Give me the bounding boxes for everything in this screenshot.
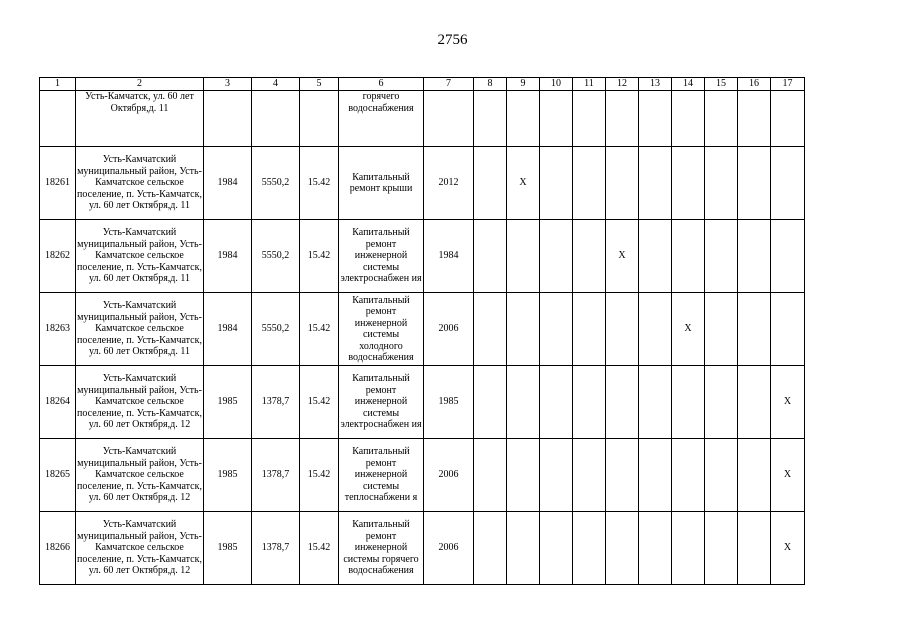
cell-mark-col-11 [573, 147, 606, 220]
column-header: 2 [76, 78, 204, 91]
cell-mark-col-15 [705, 147, 738, 220]
cell-mark-col-14 [672, 147, 705, 220]
cell-address: Усть-Камчатский муниципальный район, Усть-Камчатское сельское поселение, п. Усть-Камчатск, ул. 60 лет Октября,д. 12 [76, 366, 204, 439]
cell-mark-col-13 [639, 366, 672, 439]
cell-mark-col-15 [705, 293, 738, 366]
cell-address: Усть-Камчатский муниципальный район, Усть-Камчатское сельское поселение, п. Усть-Камчатск, ул. 60 лет Октября,д. 11 [76, 293, 204, 366]
cell-mark-col-13 [639, 147, 672, 220]
cell-code: 15.42 [300, 147, 339, 220]
cell-mark-col-17: X [771, 366, 805, 439]
cell-mark-col-16 [738, 512, 771, 585]
table-row [40, 366, 805, 439]
column-header: 12 [606, 78, 639, 91]
cell-plan-year: 2006 [424, 439, 474, 512]
cell-mark-col-13 [639, 439, 672, 512]
cell-area: 1378,7 [252, 439, 300, 512]
cell-mark-col-13 [639, 512, 672, 585]
cell-mark-col-11 [573, 366, 606, 439]
column-header: 11 [573, 78, 606, 91]
cell-year: 1984 [204, 147, 252, 220]
repair-schedule-table [39, 77, 805, 585]
cell-plan-year: 2006 [424, 293, 474, 366]
cell-area: 5550,2 [252, 293, 300, 366]
cell-mark-col-15 [705, 439, 738, 512]
cell-mark-col-9: X [507, 147, 540, 220]
cell-address: Усть-Камчатский муниципальный район, Усть-Камчатское сельское поселение, п. Усть-Камчатск, ул. 60 лет Октября,д. 11 [76, 147, 204, 220]
cell-code: 15.42 [300, 220, 339, 293]
cell-area: 1378,7 [252, 512, 300, 585]
cell-mark-col-15 [705, 512, 738, 585]
table-row [40, 293, 805, 366]
cell-mark-col-11 [573, 293, 606, 366]
column-header: 7 [424, 78, 474, 91]
cell-plan-year: 2012 [424, 147, 474, 220]
cell-year [204, 91, 252, 147]
cell-mark-col-17 [771, 293, 805, 366]
continuation-row [40, 91, 805, 147]
cell-mark-col-15 [705, 366, 738, 439]
cell-work: Капитальный ремонт инженерной системы электроснабжен ия [339, 366, 424, 439]
cell-mark-col-14: X [672, 293, 705, 366]
cell-mark-col-10 [540, 147, 573, 220]
cell-mark-col-8 [474, 512, 507, 585]
cell-plan-year: 2006 [424, 512, 474, 585]
table-row [40, 147, 805, 220]
cell-mark-col-14 [672, 439, 705, 512]
cell-mark-col-13 [639, 293, 672, 366]
column-header: 1 [40, 78, 76, 91]
column-header: 3 [204, 78, 252, 91]
cell-work: Капитальный ремонт инженерной системы электроснабжен ия [339, 220, 424, 293]
cell-work: горячего водоснабжения [339, 91, 424, 147]
column-header: 5 [300, 78, 339, 91]
cell-mark-col-14 [672, 366, 705, 439]
cell-plan-year: 1984 [424, 220, 474, 293]
cell-id [40, 91, 76, 147]
cell-work: Капитальный ремонт крыши [339, 147, 424, 220]
cell-mark-col-16 [738, 366, 771, 439]
column-header: 15 [705, 78, 738, 91]
page-number: 2756 [437, 32, 468, 48]
cell-code: 15.42 [300, 439, 339, 512]
cell-mark-col-10 [540, 439, 573, 512]
column-header: 8 [474, 78, 507, 91]
column-header: 16 [738, 78, 771, 91]
cell-id: 18261 [40, 147, 76, 220]
cell-mark-col-16 [738, 293, 771, 366]
cell-mark-col-8 [474, 147, 507, 220]
cell-mark-col-17 [771, 220, 805, 293]
cell-mark-col-14 [672, 512, 705, 585]
table-row [40, 439, 805, 512]
cell-mark-col-10 [540, 220, 573, 293]
cell-id: 18263 [40, 293, 76, 366]
cell-mark-col-16 [738, 220, 771, 293]
cell-address: Усть-Камчатск, ул. 60 лет Октября,д. 11 [76, 91, 204, 147]
cell-plan-year: 1985 [424, 366, 474, 439]
column-header: 4 [252, 78, 300, 91]
column-header: 6 [339, 78, 424, 91]
cell-area: 1378,7 [252, 366, 300, 439]
cell-mark-col-9 [507, 220, 540, 293]
column-header: 10 [540, 78, 573, 91]
cell-mark-col-10 [540, 512, 573, 585]
cell-mark-col-17: X [771, 439, 805, 512]
cell-year: 1985 [204, 366, 252, 439]
cell-address: Усть-Камчатский муниципальный район, Усть-Камчатское сельское поселение, п. Усть-Камчатск, ул. 60 лет Октября,д. 12 [76, 439, 204, 512]
cell-address: Усть-Камчатский муниципальный район, Усть-Камчатское сельское поселение, п. Усть-Камчатск, ул. 60 лет Октября,д. 11 [76, 220, 204, 293]
cell-mark-col-12: X [606, 220, 639, 293]
cell-mark-col-16 [738, 439, 771, 512]
cell-year: 1985 [204, 512, 252, 585]
cell-mark-col-17 [771, 147, 805, 220]
cell-year: 1985 [204, 439, 252, 512]
cell-mark-col-14 [672, 220, 705, 293]
table-row [40, 220, 805, 293]
column-header: 17 [771, 78, 805, 91]
cell-mark-col-9 [507, 293, 540, 366]
cell-area [252, 91, 300, 147]
cell-area: 5550,2 [252, 220, 300, 293]
cell-code: 15.42 [300, 366, 339, 439]
cell-mark-col-16 [738, 147, 771, 220]
cell-mark-col-12 [606, 439, 639, 512]
cell-id: 18262 [40, 220, 76, 293]
cell-work: Капитальный ремонт инженерной системы холодного водоснабжения [339, 293, 424, 366]
cell-mark-col-8 [474, 439, 507, 512]
table-body [40, 78, 805, 585]
cell-id: 18266 [40, 512, 76, 585]
cell-work: Капитальный ремонт инженерной системы теплоснабжени я [339, 439, 424, 512]
cell-mark-col-10 [540, 366, 573, 439]
cell-work: Капитальный ремонт инженерной системы горячего водоснабжения [339, 512, 424, 585]
column-header: 14 [672, 78, 705, 91]
cell-id: 18265 [40, 439, 76, 512]
cell-mark-col-11 [573, 439, 606, 512]
cell-code: 15.42 [300, 512, 339, 585]
cell-mark-col-9 [507, 512, 540, 585]
cell-mark-col-8 [474, 293, 507, 366]
cell-plan-year [424, 91, 474, 147]
cell-mark-col-9 [507, 366, 540, 439]
cell-mark-col-12 [606, 512, 639, 585]
cell-mark-col-9 [507, 439, 540, 512]
table-row [40, 512, 805, 585]
cell-mark-col-12 [606, 366, 639, 439]
cell-year: 1984 [204, 220, 252, 293]
cell-mark-col-11 [573, 512, 606, 585]
cell-mark-col-8 [474, 220, 507, 293]
cell-mark-col-15 [705, 220, 738, 293]
cell-code: 15.42 [300, 293, 339, 366]
column-header: 9 [507, 78, 540, 91]
cell-mark-col-8 [474, 366, 507, 439]
column-number-row [40, 78, 805, 91]
cell-mark-col-12 [606, 293, 639, 366]
cell-mark-col-10 [540, 293, 573, 366]
cell-mark-col-13 [639, 220, 672, 293]
cell-address: Усть-Камчатский муниципальный район, Усть-Камчатское сельское поселение, п. Усть-Камчатск, ул. 60 лет Октября,д. 12 [76, 512, 204, 585]
cell-code [300, 91, 339, 147]
cell-id: 18264 [40, 366, 76, 439]
cell-mark-col-17: X [771, 512, 805, 585]
cell-mark-col-12 [606, 147, 639, 220]
cell-area: 5550,2 [252, 147, 300, 220]
cell-year: 1984 [204, 293, 252, 366]
cell-mark-col-11 [573, 220, 606, 293]
column-header: 13 [639, 78, 672, 91]
